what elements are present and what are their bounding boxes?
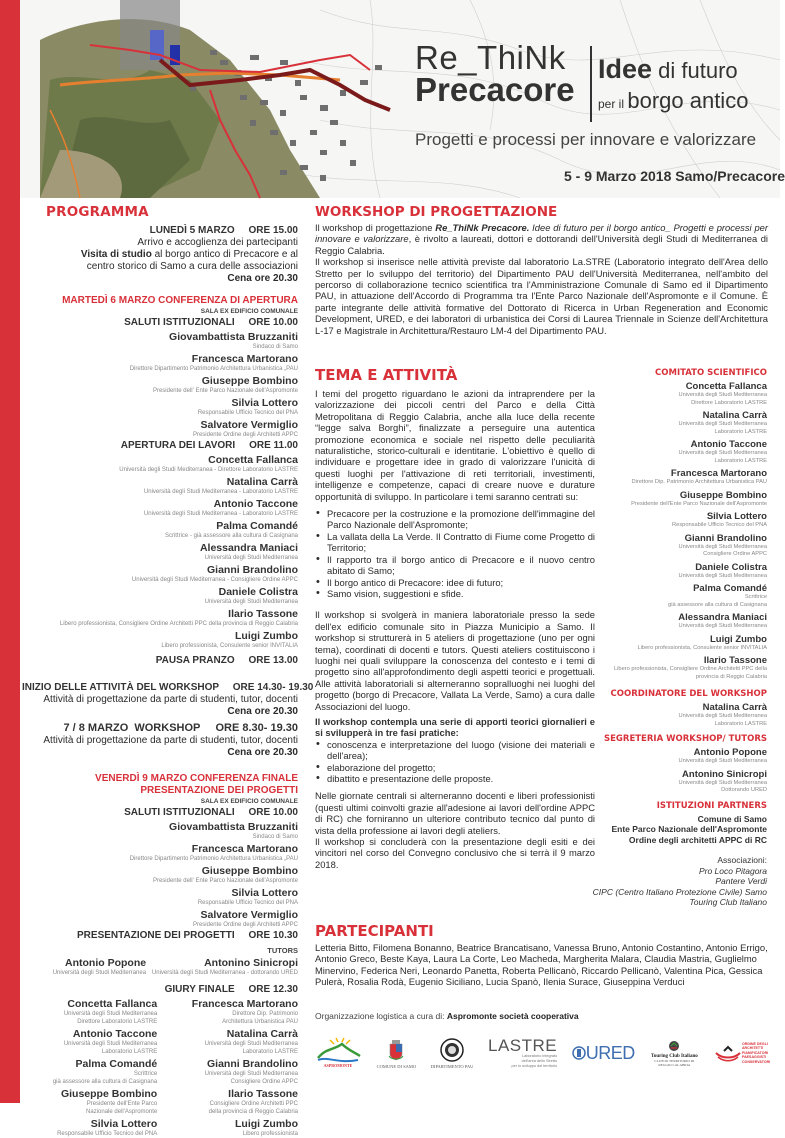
touring-title: Touring Club Italiano <box>650 1053 698 1059</box>
fase-item: • dibattito e presentazione delle proposte. <box>315 773 595 784</box>
person-role: Laboratorio LASTRE <box>714 457 767 464</box>
person-name: Gianni Brandolino <box>207 1058 298 1070</box>
tema-item: • Il borgo antico di Precacore: idee di futuro; <box>315 577 595 588</box>
comitato-members <box>590 381 767 681</box>
giury-finale: GIURY FINALE ORE 12.30 <box>164 984 298 995</box>
person-entry <box>590 562 767 581</box>
tema-item: • Samo vision, suggestioni e sfide. <box>315 588 595 599</box>
person-name: Antonino Sinicropi <box>682 768 767 780</box>
tutor-2 <box>146 955 298 977</box>
logo-lastre <box>488 1037 557 1069</box>
person-entry <box>22 1088 157 1116</box>
person-name: Concetta Fallanca <box>208 454 298 466</box>
logos-row <box>314 1033 774 1073</box>
tema-item: • La vallata della La Verde. Il Contratto di Fiume come Progetto di Territorio; <box>315 531 595 554</box>
person-entry <box>163 1058 298 1086</box>
coordinatore-role: Laboratorio LASTRE <box>714 720 767 727</box>
lunedi-heading: LUNEDÌ 5 MARZO ORE 15.00 <box>149 225 298 236</box>
person-role: Presidente Ordine degli Architetti APPC <box>192 922 298 928</box>
person-role: Università degli Studi Mediterranea <box>204 599 298 605</box>
title-divider <box>590 46 592 122</box>
person-name: Silvia Lottero <box>231 887 298 899</box>
person-name: Concetta Fallanca <box>67 998 158 1010</box>
person-role: Scrittrice <box>744 594 767 600</box>
person-role: Sindaco di Samo <box>252 834 298 840</box>
person-name: Daniele Colistra <box>695 561 767 573</box>
person-entry <box>590 612 767 631</box>
person-role: Università degli Studi Mediterranea - Direttore Laboratorio LASTRE <box>119 467 298 473</box>
person-role: Consigliere Ordine Architetti PPC <box>209 1101 298 1107</box>
person-name: Luigi Zumbo <box>235 1118 298 1130</box>
person-role: Università degli Studi Mediterranea - Laboratorio LASTRE <box>143 511 298 517</box>
giury-members <box>22 996 298 1138</box>
person-role: Direttore Dipartimento Patrimonio Architettura Urbanistica „PAU <box>129 856 298 862</box>
tema-p5: Il workshop si concluderà con la presentazione degli esiti e dei vincitori nel corso del Convegno conclusivo che si terrà il 9 marzo 2018. <box>315 836 595 870</box>
person-name: Francesca Martorano <box>670 468 767 479</box>
person-name: Daniele Colistra <box>218 586 298 598</box>
inizio-desc: Attività di progettazione da parte di studenti, tutor, docenti <box>43 694 298 705</box>
person-role: Università degli Studi Mediterranea <box>204 1041 298 1047</box>
person-entry <box>22 454 298 474</box>
logo-dipartimento-pau <box>431 1038 474 1069</box>
person-name: Francesca Martorano <box>191 353 298 365</box>
person-entry <box>590 655 767 681</box>
borgo-word: borgo antico <box>627 88 749 113</box>
partner-item: Ente Parco Nazionale dell'Aspromonte <box>611 824 767 834</box>
ured-emblem-icon <box>572 1044 586 1062</box>
person-role: Libero professionista, Consigliere Ordine Architetti PPC della provincia di Reggio Calabria <box>59 621 298 627</box>
organizzazione-logistica <box>315 1011 579 1021</box>
person-entry <box>22 564 298 584</box>
dipartimento-caption: DIPARTIMENTO PAU <box>430 1063 474 1069</box>
person-role: Responsabile Ufficio Tecnico del PNA <box>197 410 298 416</box>
person-entry <box>590 511 767 530</box>
presentazione-progetti: PRESENTAZIONE DEI PROGETTI ORE 10.30 <box>77 930 298 941</box>
lastre-sub-2: dell'area dello Stretto <box>521 1059 558 1063</box>
person-role: Consigliere Ordine APPC <box>230 1079 298 1085</box>
person-name: Antonio Taccone <box>690 439 767 450</box>
person-role: Università degli Studi Mediterranea <box>678 392 767 398</box>
person-role: Dottorando URED <box>721 787 767 793</box>
person-role: Università degli Studi Mediterranea <box>63 1041 158 1047</box>
tema-item: • Il rapporto tra il borgo antico di Precacore e il nuovo centro abitato di Samo; <box>315 554 595 577</box>
programma-section <box>22 204 314 1138</box>
aspromonte-label: ASPROMONTE <box>323 1063 353 1068</box>
martedi-saluti: SALUTI ISTITUZIONALI ORE 10.00 <box>124 317 298 328</box>
person-name: Giovambattista Bruzzaniti <box>169 331 298 343</box>
segreteria-title: SEGRETERIA WORKSHOP/ TUTORS <box>604 734 767 744</box>
partecipanti-section <box>315 922 770 988</box>
person-entry <box>590 583 767 609</box>
person-role: Direttore Dip. Patrimonio Architettura Urbanistica PAU <box>631 479 767 485</box>
person-role: Presidente dell'Ente Parco Nazionale dell'Aspromonte <box>631 500 767 507</box>
aspromonte-logo-icon <box>314 1038 362 1068</box>
person-name: Salvatore Vermiglio <box>200 419 298 431</box>
logo-ordine-architetti <box>714 1042 774 1065</box>
logo-aspromonte <box>314 1038 362 1068</box>
person-entry <box>22 353 298 373</box>
programma-title: PROGRAMMA <box>46 204 149 220</box>
person-entry <box>590 747 767 766</box>
person-entry <box>163 1028 298 1056</box>
tema-p4: Nelle giornate centrali si alterneranno docenti e liberi professionisti (questi ultimi coinvolti grazie all'adesione ai lavori dell'ordine APPC di RC) che forniranno un ulteriore contributo tecnico dal punto di vista della professione ai lavori degli ateliers. <box>315 790 595 836</box>
person-entry <box>590 439 767 465</box>
person-role: Università degli Studi Mediterranea <box>678 758 767 764</box>
martedi-saluti-speakers <box>22 331 298 439</box>
person-role: provincia di Reggio Calabria <box>695 673 767 680</box>
person-entry <box>22 887 298 907</box>
person-role: Sindaco di Samo <box>252 344 298 350</box>
person-name: Alessandra Maniaci <box>199 542 298 554</box>
person-role: Libero professionista, Consulente senior INVITALIA <box>161 643 298 649</box>
logo-touring-club <box>649 1040 699 1067</box>
partecipanti-title: PARTECIPANTI <box>315 922 434 940</box>
lastre-sub-1: Laboratorio integrato <box>522 1054 558 1058</box>
p1-c: Idee di futuro per il borgo antico_ Progetti e processi per innovare e valorizzare <box>315 222 769 245</box>
lastre-title: LASTRE <box>488 1036 558 1055</box>
tema-title: TEMA E ATTIVITÀ <box>315 366 458 384</box>
giury-left-col <box>22 996 157 1138</box>
person-role: Consigliere Ordine APPC <box>703 551 767 557</box>
person-role: Scrittrice - già assessore alla cultura di Casignana <box>164 533 298 539</box>
tutor-name: Antonio Popone <box>65 957 147 969</box>
associazione-item: Pro Loco Pitagora <box>698 865 767 876</box>
person-role: Scrittrice <box>133 1071 158 1077</box>
ured-title: URED <box>585 1042 635 1063</box>
comitato-section <box>590 368 767 908</box>
fasi-list <box>315 739 595 785</box>
person-role: Università degli Studi Mediterranea <box>678 623 767 629</box>
martedi-apertura-speakers <box>22 454 298 650</box>
person-entry <box>22 608 298 628</box>
person-name: Natalina Carrà <box>702 410 767 421</box>
workshop-days-heading: 7 / 8 MARZO WORKSHOP ORE 8.30- 19.30 <box>63 722 298 734</box>
associazioni-label: Associazioni: <box>717 855 767 865</box>
person-name: Luigi Zumbo <box>235 630 298 642</box>
tutor-1 <box>22 955 146 977</box>
person-role: della provincia di Reggio Calabria <box>208 1109 298 1115</box>
person-entry <box>22 1118 157 1138</box>
person-name: Antonio Popone <box>693 747 767 758</box>
partners-title: ISTITUZIONI PARTNERS <box>656 800 767 811</box>
person-name: Giuseppe Bombino <box>201 375 298 387</box>
martedi-sala: SALA EX EDIFICIO COMUNALE <box>200 308 298 315</box>
person-name: Ilario Tassone <box>228 608 298 620</box>
associazione-item: Touring Club Italiano <box>689 897 767 907</box>
martedi-apertura: APERTURA DEI LAVORI ORE 11.00 <box>120 440 298 451</box>
person-entry <box>590 381 767 407</box>
coordinatore <box>590 702 767 728</box>
person-name: Giuseppe Bombino <box>60 1088 158 1100</box>
person-role: Università degli Studi Mediterranea <box>678 450 767 456</box>
person-name: Natalina Carrà <box>226 476 298 488</box>
coordinatore-title: COORDINATORE DEL WORKSHOP <box>610 689 767 699</box>
coordinatore-role: Università degli Studi Mediterranea <box>678 713 767 719</box>
date-place: 5 - 9 Marzo 2018 Samo/Precacore <box>563 168 785 184</box>
workshop-days-cena: Cena ore 20.30 <box>227 747 298 758</box>
person-entry <box>163 1088 298 1116</box>
person-entry <box>22 419 298 439</box>
person-entry <box>590 410 767 436</box>
person-name: Alessandra Maniaci <box>678 612 767 623</box>
header-banner <box>20 0 785 198</box>
org-label: Organizzazione logistica a cura di: <box>315 1011 447 1021</box>
workshop-p1 <box>315 222 768 256</box>
venerdi-saluti: SALUTI ISTITUZIONALI ORE 10.00 <box>124 807 298 818</box>
person-name: Palma Comandé <box>216 520 298 532</box>
person-name: Ilario Tassone <box>228 1088 298 1100</box>
fase-item: • conoscenza e interpretazione del luogo (visione dei materiali e dell'area); <box>315 739 595 762</box>
inizio-workshop: INIZIO DELLE ATTIVITÀ DEL WORKSHOP ORE 14.30- 19.30 <box>22 682 314 693</box>
martedi-heading: MARTEDÌ 6 MARZO CONFERENZA DI APERTURA <box>62 295 298 306</box>
red-side-strip <box>0 0 20 1103</box>
person-role: Direttore Dipartimento Patrimonio Architettura Urbanistica „PAU <box>129 366 298 372</box>
person-role: Libero professionista <box>242 1131 298 1137</box>
segreteria-members <box>590 747 767 795</box>
venerdi-heading-1: VENERDÌ 9 MARZO CONFERENZA FINALE <box>95 773 298 784</box>
person-entry <box>22 843 298 863</box>
subtitle: Progetti e processi per innovare e valorizzare <box>415 130 757 149</box>
person-role: Università degli Studi Mediterranea <box>63 1011 158 1017</box>
temi-list <box>315 508 595 599</box>
lunedi-centro: centro storico di Samo a cura delle associazioni <box>86 261 298 272</box>
person-role: Università degli Studi Mediterranea - Laboratorio LASTRE <box>143 489 298 495</box>
person-entry <box>22 520 298 540</box>
person-entry <box>590 634 767 653</box>
p1-d: , è rivolto a laureati, dottori e dottorandi dell'Università degli Studi di Mediterranea di Reggio Calabria. <box>315 233 768 256</box>
coat-of-arms-icon <box>387 1038 405 1062</box>
tema-p2: Il workshop si svolgerà in maniera laboratoriale presso la sede dell'ex edificio comunale sito in Piazza Municipio a Samo. Il workshop si strutturerà in 5 ateliers di progettazione (uno per ogni tema), coordinati di docenti e tutors. Questi ateliers costituiscono i luoghi nei quali sviluppare la conoscenza del contesto e i temi di progetto sino all'approfondimento degli aspetti teorici e progettuali. Alle attività laboratoriali si alterneranno sopralluoghi nei luoghi del progetto (borgo di Precacore, Vallata La Verde, Samo) a cura dalle Associazioni del luogo. <box>315 609 595 712</box>
person-role: Presidente dell' Ente Parco Nazionale dell'Aspromonte <box>152 388 298 394</box>
person-role: Direttore Laboratorio LASTRE <box>77 1019 158 1025</box>
person-entry <box>22 1058 157 1086</box>
person-name: Silvia Lottero <box>90 1118 158 1130</box>
p1-b: Re_ThiNk Precacore. <box>435 222 530 233</box>
person-role: Università degli Studi Mediterranea <box>204 1071 298 1077</box>
person-entry <box>22 397 298 417</box>
person-entry <box>22 1028 157 1056</box>
person-name: Gianni Brandolino <box>207 564 298 576</box>
workshop-title: WORKSHOP DI PROGETTAZIONE <box>315 204 558 220</box>
workshop-p2: Il workshop si inserisce nelle attività previste dal laboratorio La.STRE (Laboratorio integrato dell'Area dello Stretto per lo sviluppo del territorio) del Dipartimento PAU dell'Università Mediterranea, nell'ambito del percorso di collaborazione tecnico scientifica tra l'Amministrazione Comunale di Samo ed il Dipartimento PAU, in attuazione dell'Accordo di Programma tra l'Ente Parco Nazionale dell'Aspromonte e il Comune. È parte integrante delle attività formative del Dottorato di Ricerca in Urban Regeneration and Economic Development, URED, e dei laboratori di urbanistica dei Corsi di Laurea Triennale in Scienze dell'Architettura L-17 e Magistrale in Architettura/Restauro LM-4 del Dipartimento PAU. <box>315 256 768 336</box>
person-name: Antonio Taccone <box>213 498 298 510</box>
person-role: Nazionale dell'Aspromonte <box>86 1109 158 1115</box>
associazione-item: CIPC (Centro Italiano Protezione Civile) Samo <box>592 886 767 897</box>
person-role: Libero professionista, Consulente senior INVITALIA <box>637 644 767 651</box>
person-role: già assessore alla cultura di Casignana <box>668 601 767 608</box>
tutor-role: Università degli Studi Mediterranea - dottorando URED <box>151 970 298 976</box>
partecipanti-list: Letteria Bitto, Filomena Bonanno, Beatrice Brancatisano, Vanessa Bruno, Antonio Costantino, Antonio Errigo, Antonio Greco, Beste Kaya, Laura La Corte, Leo Macheda, Margherita Malara, Claudia Mastria, Guglielmo Minervino, Federica Neri, Leonardo Panetta, Roberta Pellicanò, Riccardo Pellicanò, Valentina Pica, Gessica Pulerà, Rosalia Rodà, Eugenio Siciliano, Lucia Spanò, Ilenia Surace, Giuseppina Verduci <box>315 942 768 988</box>
touring-sub: CLUB DI TERRITORIO DI REGGIO CALABRIA <box>654 1058 695 1067</box>
person-name: Giuseppe Bombino <box>201 865 298 877</box>
tema-p3: Il workshop contempla una serie di apporti teorici giornalieri e si svilupperà in tre fasi pratiche: <box>315 715 595 739</box>
per-il-word: per il <box>598 97 628 111</box>
title-borgo <box>598 88 748 117</box>
person-entry <box>163 998 298 1026</box>
person-role: Università degli Studi Mediterranea <box>678 572 767 579</box>
person-name: Ilario Tassone <box>703 655 767 666</box>
person-role: Presidente dell'Ente Parco <box>86 1101 158 1107</box>
title-rethink: Re_ThiNk <box>415 39 566 76</box>
martedi-cena: Cena ore 20.30 <box>227 706 298 717</box>
person-role: Università degli Studi Mediterranea <box>204 555 298 561</box>
title-precacore: Precacore <box>415 71 575 108</box>
person-name: Francesca Martorano <box>191 843 298 855</box>
person-entry <box>22 542 298 562</box>
tutor-name: Antonino Sinicropi <box>204 957 298 969</box>
associazioni-list <box>590 866 767 908</box>
p1-a: Il workshop di progettazione <box>315 222 436 233</box>
person-entry <box>590 490 767 509</box>
university-seal-icon <box>440 1038 464 1062</box>
person-entry <box>22 998 157 1026</box>
person-name: Silvia Lottero <box>231 397 298 409</box>
visita-bold: Visita di studio <box>80 249 152 260</box>
person-name: Concetta Fallanca <box>685 381 767 392</box>
person-name: Silvia Lottero <box>706 511 767 522</box>
person-entry <box>22 498 298 518</box>
person-role: Laboratorio LASTRE <box>101 1049 158 1055</box>
associazione-item: Pantere Verdi <box>715 876 767 886</box>
person-name: Palma Comandé <box>75 1058 158 1070</box>
workshop-days-desc: Attività di progettazione da parte di studenti, tutor, docenti <box>43 735 298 746</box>
org-name: Aspromonte società cooperativa <box>446 1011 579 1021</box>
person-role: Università degli Studi Mediterranea <box>678 543 767 550</box>
person-role: già assessore alla cultura di Casignana <box>52 1079 158 1085</box>
idee-word: Idee <box>598 54 653 84</box>
person-name: Francesca Martorano <box>191 998 298 1010</box>
person-entry <box>22 821 298 841</box>
person-role: Laboratorio LASTRE <box>242 1049 298 1055</box>
tema-section <box>315 366 595 870</box>
person-entry <box>22 586 298 606</box>
venerdi-sala: SALA EX EDIFICIO COMUNALE <box>200 798 298 805</box>
venerdi-saluti-speakers <box>22 821 298 929</box>
person-role: Presidente dell' Ente Parco Nazionale dell'Aspromonte <box>152 878 298 884</box>
person-role: Responsabile Ufficio Tecnico del PNA <box>672 522 767 528</box>
lastre-sub-3: per lo sviluppo del territorio <box>511 1064 558 1068</box>
lunedi-visita <box>22 249 298 261</box>
fase-item: • elaborazione del progetto; <box>315 762 595 773</box>
person-name: Gianni Brandolino <box>684 532 767 544</box>
person-name: Palma Comandé <box>693 583 767 594</box>
person-name: Giovambattista Bruzzaniti <box>169 821 298 833</box>
person-entry <box>22 630 298 650</box>
title-block <box>415 40 785 190</box>
person-role: Presidente Ordine degli Architetti APPC <box>192 432 298 438</box>
person-name: Natalina Carrà <box>226 1028 298 1040</box>
person-role: Libero professionista, Consigliere Ordine Architetti PPC della <box>613 666 767 672</box>
person-role: Laboratorio LASTRE <box>714 428 767 435</box>
person-name: Giuseppe Bombino <box>679 489 767 501</box>
person-role: Direttore Dip. Patrimonio <box>232 1011 298 1017</box>
person-entry <box>22 375 298 395</box>
person-entry <box>22 476 298 496</box>
tutor-role: Università degli Studi Mediterranea <box>52 970 147 976</box>
person-role: Responsabile Ufficio Tecnico del PNA <box>197 900 298 906</box>
person-entry <box>22 909 298 929</box>
person-entry <box>163 1118 298 1138</box>
person-name: Antonio Taccone <box>72 1028 158 1040</box>
title-idee <box>598 56 738 84</box>
person-role: Università degli Studi Mediterranea - Consigliere Ordine APPC <box>131 577 298 583</box>
logo-ured <box>572 1043 635 1064</box>
venerdi-heading-2: PRESENTAZIONE DEI PROGETTI <box>140 785 298 796</box>
lunedi-cena: Cena ore 20.30 <box>227 273 298 284</box>
person-entry <box>590 468 767 487</box>
partners-list <box>590 814 767 846</box>
person-name: Luigi Zumbo <box>710 633 767 645</box>
coordinatore-name: Natalina Carrà <box>702 702 767 713</box>
partner-item: Comune di Samo <box>697 813 767 824</box>
person-role: Responsabile Ufficio Tecnico del PNA <box>57 1131 158 1137</box>
person-entry <box>590 769 767 795</box>
tutors-row <box>22 955 298 977</box>
visita-rest: al borgo antico di Precacore e al <box>151 249 298 260</box>
person-name: Salvatore Vermiglio <box>200 909 298 921</box>
tema-p1: I temi del progetto riguardano le azioni da intraprendere per la valorizzazione dei piccoli centri del Parco e della Città Metropolitana di Reggio Calabria, anche alla luce della recente “legge salva Borghi”, finalizzate a perseguire una autentica promozione economica e sociale nel rispetto delle peculiarità naturalistiche, storico-culturali e identitarie. L'obiettivo è quello di individuare e progettare idee in grado di valorizzare l'unicità di questi luoghi per l'attivazione di reti territoriali, investimenti, intelligenze e competenze, capaci di creare nuove e durature opportunità di sviluppo. In particolare i temi saranno centrati su: <box>315 388 595 502</box>
ordine-caption: ORDINE DEGLI ARCHITETTI PIANIFICATORI PAESAGGISTI CONSERVATORI <box>741 1041 771 1064</box>
person-role: Architettura Urbanistica PAU <box>222 1019 298 1025</box>
comune-caption: COMUNE DI SAMO <box>376 1063 417 1069</box>
person-role: Direttore Laboratorio LASTRE <box>691 399 767 406</box>
pausa-pranzo: PAUSA PRANZO ORE 13.00 <box>155 655 298 666</box>
tema-item: • Precacore per la costruzione e la promozione dell'immagine del Parco Nazionale dell'Aspromonte; <box>315 508 595 531</box>
person-role: Università degli Studi Mediterranea <box>678 779 767 786</box>
tutors-label: TUTORS <box>267 946 298 955</box>
giury-right-col <box>163 996 298 1138</box>
person-role: Università degli Studi Mediterranea <box>678 421 767 427</box>
person-entry <box>22 865 298 885</box>
idee-rest: di futuro <box>652 58 738 83</box>
comitato-title: COMITATO SCIENTIFICO <box>655 368 767 378</box>
partner-item: Ordine degli architetti APPC di RC <box>628 834 767 845</box>
ordine-emblem-icon <box>714 1043 742 1063</box>
person-entry <box>22 331 298 351</box>
touring-emblem-icon <box>668 1040 680 1052</box>
workshop-section <box>315 204 768 336</box>
lunedi-arrivo: Arrivo e accoglienza dei partecipanti <box>137 237 298 248</box>
person-entry <box>590 533 767 559</box>
logo-comune-samo <box>377 1038 417 1069</box>
